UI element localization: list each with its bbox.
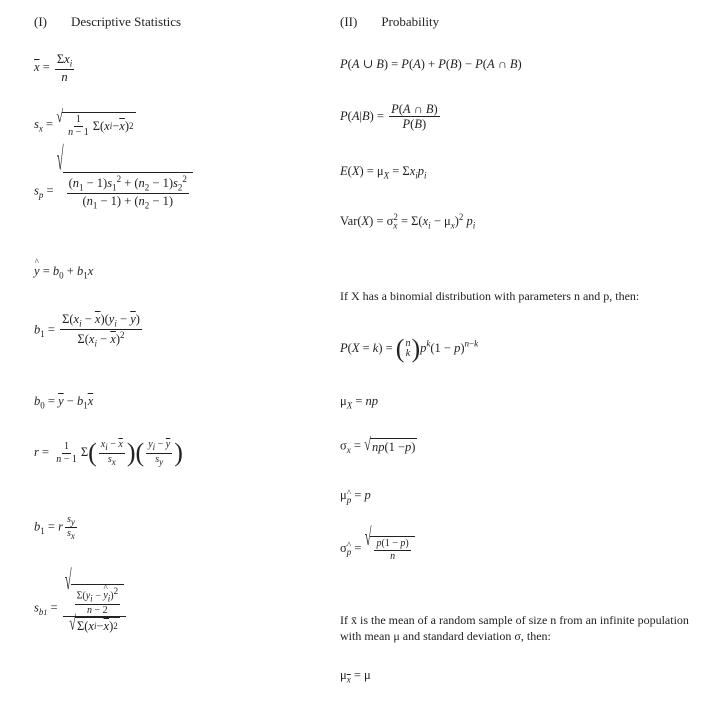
- formula-slope-from-r: $b_1 = r$ $\frac{sy}{sx}$: [34, 514, 75, 542]
- formula-union: P(A ∪ B) = P(A) + P(B) − P(A ∩ B): [340, 57, 522, 71]
- binomial-intro-text: If X has a binomial distribution with parameters n and p, then:: [340, 289, 640, 303]
- descriptive-statistics-column: [0, 0, 340, 704]
- formula-correlation: r = $\frac{1}{n - 1}$ Σ( $\frac{xi - \overline{x}}{sx}$ )( $\frac{yi - \overline{y}}{sy}$ ): [34, 438, 183, 467]
- formula-binomial-mean: $\mu_X$ = np: [340, 394, 379, 411]
- section-number: (I): [34, 14, 47, 29]
- section-title: Probability: [381, 14, 440, 29]
- formula-proportion-std-dev: σ^ $_p$ = √ $\frac{p(1 - p)}{n}$: [340, 536, 415, 562]
- probability-column: [340, 0, 728, 704]
- formula-slope-std-error: $s_{b1}$ = √ $\frac{\Sigma(yi - \^{} yi)2}{n - 2}$ √ Σ( x i − $\overline{x}$ ) 2: [34, 584, 128, 634]
- sample-mean-intro-text: If x̄ is the mean of a random sample of size n from an infinite population with mean μ and standard deviation σ, then:: [340, 613, 689, 644]
- formula-binomial-std-dev: $\sigma_x$ = √ np (1 − p ): [340, 434, 416, 455]
- formula-sample-mean-mean: $\mu_{\overline{x}} = \mu$: [340, 668, 371, 685]
- formula-conditional: P(A|B) = $\frac{P(A \cap B)}{P(B)}$: [340, 102, 438, 132]
- formula-sample-std-dev: $s_x$ = √ $\frac{1}{n - 1}$ Σ( x i − $\overline{x}$ ) 2: [34, 106, 134, 138]
- formula-mean: $\overline{x}$ = $\frac{\Sigma x_i}{n}$: [34, 52, 73, 84]
- section-title: Descriptive Statistics: [71, 14, 182, 29]
- formula-binomial: P(X = k) = ( n k )$p^k(1 - p)^{n-k}$: [340, 334, 479, 363]
- formula-pooled-std-dev: $s_p$ = √ $\frac{(n_1 - 1)s_1^2 + (n_2 - 1)s_2^2}{(n_1 - 1) + (n_2 - 1)}$: [34, 172, 193, 211]
- formula-regression-line: ^ $y = b_0 + b_1x$: [34, 264, 93, 281]
- section-heading-descriptive: [34, 14, 181, 30]
- formula-proportion-mean: μ^ $_p$ = p: [340, 488, 371, 505]
- section-heading-probability: [340, 14, 439, 30]
- section-number: (II): [340, 14, 358, 29]
- formula-variance: $Var(X) = \sigma_x^2 = \Sigma(x_i - \mu_x)^2$ $p_i$: [340, 212, 476, 231]
- formula-intercept: $b_0 = \overline{y} - b_1\overline{x}$: [34, 394, 94, 411]
- formula-slope: $b_1$ = $\frac{\Sigma(x_i - \overline{x})(y_i - \overline{y})}{\Sigma(x_i - \overline{x})^2}$: [34, 312, 140, 349]
- formula-expectation: $E(X) = \mu_X = \Sigma x_ip_i$: [340, 164, 427, 181]
